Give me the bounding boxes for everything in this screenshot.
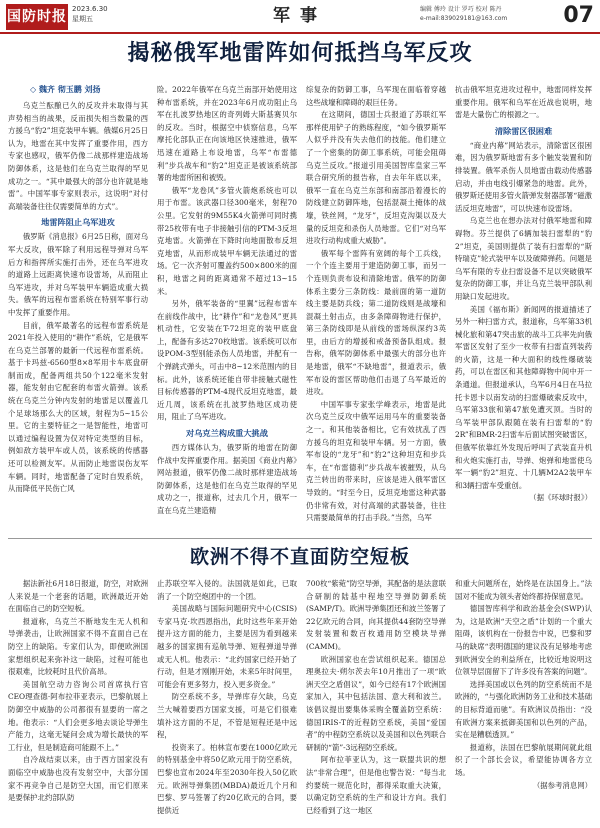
article1-column-4	[455, 84, 592, 534]
source-credit: （据参考消息网）	[532, 780, 592, 790]
article1-byline: ◇ 魏齐 彻玉鹏 刘扬	[30, 85, 101, 94]
issue-date	[72, 4, 108, 24]
paragraph: 欧洲国家也在尝试组织起来。德国总理奥拉夫·朔尔茨去年10月推出了一项“欧洲天空之盾倡议”，如今已经有17个欧洲国家加入，其中包括法国、意大利和波兰。该倡议提出要集体采购全覆盖防空系统：德国IRIS-T的近程防空系统，美国“爱国者”的中程防空系统以及美国和以色列联合研制的“箭”-3远程防空系统。	[306, 654, 446, 752]
paragraph-continued: 险。2022年俄军在乌克兰南部开始使用这种布雷系统，并在2023年6月成功阻止乌军在扎波罗热地区的奇列姆大斯基赛贝尔的反攻。当时，根据空中侦察信息，乌军摩托化部队正在向该地区快速推进，俄军迅速在道路上布设地雷，乌军“布雷德利”步兵战车和“豹2”坦克正是被该系统部署的地雷所困和被毁。	[157, 85, 297, 183]
article2-headline: 欧洲不得不直面防空短板	[189, 546, 410, 568]
paragraph: 自冷战结束以来，由于西方国家没有面临空中威胁也没有发射空中，大部分国家不再竞争自己是防空大国，而它们原来是要保护北约部队防	[8, 755, 148, 803]
paragraph: 另外，俄军装备的“里翼”远程布雷车在前线作战中，比“耕作”和“龙卷风”更具机动性，它安装在T-72坦克的装甲底盘上，配备有多达270枚地雷。该系统可以布设POM-3型别能杀伤人员地雷，并配有一个弹跳式弹头，可击中8~12米范围内的目标。此外，该系统还能自带非接触式磁性目标传感器的PTM-4现代反坦克地雷，最近几周，该系统在扎波罗热地区成功使用，阻止了乌军进攻。	[157, 299, 297, 422]
article2-column-3	[306, 578, 446, 824]
paragraph-continued: 抗击俄军坦克进攻过程中，地雷同样发挥重要作用。俄军和乌军在近战也说明，地雷是大量伤亡的根源之一。	[455, 85, 592, 120]
paragraph: 西方媒体认为，俄罗斯的地雷在防御作战中发挥重要作用。据美国《商业内幕》网站报道，俄军仍像二战时那样建造战场防御体系，这是他们在乌克兰取得的罕见成功之一，报道称，过去几个月，俄军一直在乌克兰建造精	[157, 443, 297, 515]
paragraph: 美国航空动力咨询公司首席执行官CEO理查德·阿布拉菲亚表示，巴黎航展上防御空中威胁的公司都很有显要的一席之地。他表示：“人们会更多地去谈论导弹生产能力，这毫无疑问会成为增长最快的军工行业，但是制造商可能跟不上。”	[8, 679, 148, 752]
paragraph-continued: 和重大问题所在，始终是在法国身上。”法国对不能成为领头者始终都持保留意见。	[455, 579, 592, 601]
subheading: 清除雷区很困难	[494, 125, 553, 136]
paragraph-continued: 700枚“紫菀”防空导弹，其配备的是法意联合研制的陆基中程地空导弹防御系统(SAMP/T)。欧洲导弹集团还和波兰签署了22亿欧元的合同，向其提供44套防空导弹发射装置和数百枚通用防空模块导弹(CAMM)。	[306, 579, 446, 651]
paragraph: 乌克兰也在想办法对付俄军地雷和障碍物。芬兰提供了6辆加装扫雷犁的“豹2”坦克，美国则提供了装有扫雷犁的“斯特瑞克”轮式装甲车以及破障弹药。问题是乌军有限的专业扫雷设备不足以突破俄军复杂的防御工事，并让乌克兰装甲部队利用缺口发起进攻。	[455, 216, 592, 301]
paragraph: 俄军每个雷阵有宽阔的每个工兵线，一个个连主要用于建造防御工事，而另一个连则负责布设和清除地雷。俄军的防御体系主要分三条防线：最前面的第一道防线主要是防兵线；第二道防线则是战壕和混凝土射击点，由多条障碍物进行保护，第三条防线即是从前线的雷场纵深约3英里，由后方的增援和戒备预备队组成。报告称，俄军防御体系中最强大的部分也许是地雷，俄军“不缺地雷”，报道表示，俄军布设的雷区帮助他们击退了乌军最近的进攻。	[306, 248, 446, 397]
paragraph: 俄军“龙卷风”多管火箭炮系统也可以用于布雷。该武器口径300毫米，射程70公里。它发射的9M55K4火箭弹可同时携带25枚带有电子非接触引信的PTM-3反坦克地雷。火箭弹在下降时向地面散布反坦克地雷，从而形成装甲车辆无法通过的雷场。它一次齐射可覆盖约500×800米的面积，地雷之间的距离通常不超过13~15米。	[157, 185, 297, 296]
paragraph: 选择美国或以色列的防空系统而不是欧洲的，“与强化欧洲防务工业和技术基础的目标背道而驰”。有欧洲议员指出：“没有欧洲方案来抵御美国和以色列的产品，实在是糟糕透顶。”	[455, 679, 592, 740]
page-number: 07	[563, 3, 594, 28]
paragraph: 在这期间，德国士兵报道了苏联红军那样使用铲子的熟练程度，“如今俄罗斯军人似乎并没有失去他们的技能。他们建立了一个密集的防御工事系统，可能会阻碍乌克兰反攻。”报道引用美国智库皇家三军联合研究所的报告称，自去年年底以来，俄军一直在乌克兰东部和南部沿着漫长的防线建立防御阵地，包括混凝土掩体的战壕，铁丝网，“龙牙”，反坦克沟渠以及大量的反坦克和杀伤人员地雷。它们“对乌军进攻行动构成重大威胁”。	[306, 110, 446, 246]
newspaper-logo: 国防时报	[6, 4, 68, 30]
article1-column-2	[157, 84, 297, 534]
article1-column-3	[306, 84, 446, 534]
paragraph-continued: 综复杂的防御工事，乌军现在面临着穿越这些战壕和障碍的艰巨任务。	[306, 85, 446, 107]
paragraph: 据法新社6月18日报道，防空，对欧洲人来说是一个老套的话题，欧洲最近开始在面临自己的防空短板。	[8, 579, 148, 614]
paragraph: 阿布拉菲亚认为，这一联盟共识的想法“非常合理”，但是他也警告说：“每当北约要统一规范化时，都得采取重大决策，以确定防空系统的生产和设计方向。我们已经看到了这一地区	[306, 755, 446, 815]
paragraph: 乌克兰酝酿已久的反攻并未取得与其声势相当的战果，反而损失相当数量的西方援乌“豹2”坦克装甲车辆。俄媒6月25日认为，地雷在其中发挥了重要作用，西方专家也感叹，俄军仍像二战那样建造战场防御体系，这是他们在乌克兰取得的罕见成功之一。“其中最强大的部分也许就是地雷”。中国军事专家则表示，这说明“对付高端装备往往仅需要简单的方式”。	[8, 101, 148, 211]
paragraph: 德国智库科学和政治基金会(SWP)认为，这是欧洲“天空之盾”计划的一个重大阻碍，该机构在一份报告中说，巴黎和罗马的缺席“表明德国的建议没有足够地考虑到欧洲安全的利益所在，比较近地说明这位领导层面留下了许多没有答案的问题”。	[455, 604, 592, 677]
paragraph: 中国军事专家张学峰表示，地雷是此次乌克兰反攻中俄军运用马车的重要装备之一。和其他装备相比，它有效扰乱了西方援乌的坦克和装甲车辆。另一方面，俄军布设的“龙牙”和“豹2”这种坦克和步兵车，在“布雷德利”步兵战车被摧毁，从乌克兰转出的带来时，应该是进入俄军雷区导致的。“时至今日，反坦克地雷这种武器仍非常有效，对付高端的武器装备，往往只需要最简单的打击手段。”当然，乌军	[306, 399, 446, 523]
article1-headline: 揭秘俄军地雷阵如何抵挡乌军反攻	[127, 41, 473, 66]
subheading: 地雷阵阻止乌军进攻	[41, 217, 115, 228]
paragraph: 目前，俄军最著名的远程布雷系统是2021年投入使用的“耕作”系统，它是俄军在乌克兰部署的最新一代远程布雷系统。基于卡玛兹-6560型8×8军用卡车底盘研制而成，配备两组共50个122毫米发射器，能发射由它配套的布雷火箭弹。该系统在乌克兰分钟内发射的地雷足以覆盖几个足球场那么大的区域，射程为5~15公里。它的主要特征之一是智能性，地雷可以通过编程设置为仅对特定类型的目标，例如敌方装甲车或人员，该系统的传感器还可以检测友军。从而防止地雷误伤友军车辆。同时，地雷配备了定时自毁系统，从而降低平民伤亡风	[8, 320, 148, 494]
paragraph-continued: 止苏联空军入侵的。法国就是如此，已取消了一个防空炮团中的一个团。	[157, 579, 297, 601]
subheading: 对乌克兰构成重大挑战	[186, 428, 268, 439]
paragraph: 美国《福布斯》新闻网的报道描述了另外一种扫雷方式，报道称，乌军第33机械化旅和第47突击旅的战斗工兵率先向俄军雷区发射了至少一枚带有扫雷直列装药的火箭，这是一种大面积的线性爆破装药，可以在雷区和其他障碍物中间中开一条通道。但报道承认，乌军6月4日在马拉托卡恩卡以南发动的扫雷爆破索反攻中，乌军第33旅和第47旅免遭灭顶。当时的乌军装甲部队跟随在装有扫雷犁的“豹2R”和BMR-2扫雷车后面试图突破雷区，但俄军依靠红外发现后呼叫了武装直升机和火炮实施打击，导弹、炮弹和地雷使乌军一辆“豹2”坦克、十几辆M2A2装甲车和3辆扫雷车受重创。	[455, 304, 592, 490]
article1-column-1	[8, 100, 148, 534]
page-header	[0, 0, 600, 34]
article2-column-2	[157, 578, 297, 824]
paragraph: 报道称，法国在巴黎航展期间就此组织了一个部长会议，希望能协调各方立场。	[455, 742, 592, 777]
article2-column-4	[455, 578, 592, 824]
weekday-text: 星期五	[72, 15, 93, 23]
editor-email: e-mail:839029181@163.com	[420, 15, 508, 22]
article2-column-1	[8, 578, 148, 824]
paragraph: 俄罗斯《消息报》6月25日称，面对乌军大反攻，俄军除了利用远程导弹对乌军后方和指挥所实施打击外，还在乌军进攻的道路上远距离快速布设雷场，从而阻止乌军进攻，并对乌军装甲车辆造成重大损失。俄军的远程布雷系统在特别军事行动中发挥了重要作用。	[8, 232, 148, 317]
section-title: 军事	[273, 6, 327, 26]
source-credit: （据《环球时报》）	[529, 493, 592, 503]
editor-info	[420, 5, 560, 23]
section-divider	[8, 538, 592, 539]
paragraph: 美国战略与国际问题研究中心(CSIS)专家马克·坎西恩指出，此时这些年来开始提升这方面的能力，主要是因为看到越来越多的国家拥有巡航导弹、短程弹道导弹或无人机。他表示：“北约国家已经开始了行动，但是才刚刚开始，未来5年时间里，可能会有更多努力，投入更多资金。”	[157, 604, 297, 689]
paragraph: 报道称，乌克兰不断地发生无人机和导弹袭击，让欧洲国家不得不直面自己在防空上的缺陷。专家们认为，即便欧洲国家想组织起来弥补这一缺陷，过程可能也很艰难，比较耗时且代价高昂。	[8, 616, 148, 677]
paragraph: 防空系统不多，导弹库存欠缺，乌克兰大喊着要西方国家支援，可是它们很难填补这方面的不足，不管是短程还是中远程，	[157, 692, 297, 740]
paragraph: 投资来了。柏林宣布要在1000亿欧元的特别基金中将50亿欧元用于防空系统，巴黎也宣布2024年至2030年投入50亿欧元。欧洲导弹集团(MBDA)最近几个月和巴黎、罗马签署了约20亿欧元的合同，要提供近	[157, 742, 297, 815]
editor-names: 编辑 傅玲 设计 罗巧 校对 陈丹	[420, 6, 502, 13]
paragraph: “商业内幕”网站表示，清除雷区很困难，因为俄罗斯地雷有多个触发装置和防排装置。俄军杀伤人员地雷由载动传感器启动，并由电线引爆紧急的地雷。此外，俄罗斯还使用多管火箭弹发射器部署“磁激活反坦克地雷”，可以快速布设雷场。	[455, 140, 592, 213]
date-text: 2023.6.30	[72, 5, 108, 13]
